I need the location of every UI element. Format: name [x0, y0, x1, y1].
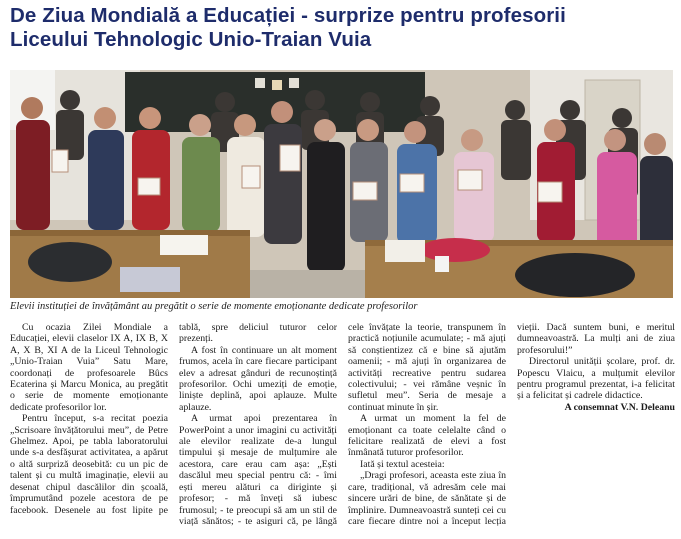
photo-caption: Elevii instituției de învățământ au pregătit o serie de momente emoționante dedicate profesorilor — [10, 301, 418, 312]
paragraph-director: Directorul unității școlare, prof. dr. Popescu Vlaicu, a mulțumit elevilor pentru programul prezentat, i-a felicitat și a felicitat și cadrele didactice. — [517, 356, 675, 402]
article-body — [10, 322, 675, 538]
paragraph-poem: Pentru început, s-a recitat poezia „Scrisoare învățătorului meu”, de Petre Ghelmez. Apoi, pe tabla laboratorului unde s-a desfășurat activitatea, a apărut o altă surpriză deosebită: cu un pic de talent și cu multă imaginație, elevii au desenat chipul dascălilor din școală, împrumutând pozele acestora de pe facebook. Desenele au fost lipite pe tablă, spre deliciul tuturor celor prezenți. — [10, 322, 337, 516]
paragraph-gratitude: A fost în continuare un alt moment frumos, acela în care fiecare participant elev a adresat gânduri de recunoștință profesorilor. Ochi umeziți de emoție, liniște deplină, apoi aplauze. Multe aplauze. — [179, 344, 337, 413]
paragraph-card-text: „Dragi profesori, aceasta este ziua în care, tradițional, vă adresăm cele mai sincere urări de bine, de sănătate și de împlinire. Dumneavoastră sunteți cei cu care fiecare dintre noi a început lecția vieții. Dacă suntem buni, e meritul dumneavoastră. La mulți ani de ziua profesorului!” — [348, 322, 675, 527]
paragraph-intro: Cu ocazia Zilei Mondiale a Educației, elevii claselor IX A, IX B, X A, X B, XI A de la Liceul Tehnologic „Unio-Traian Vuia” Satu Mare, coordonați de profesoarele Bûcs Ecaterina și Marcu Monica, au pregătit o serie de momente emoționante dedicate profesorilor lor. — [10, 322, 168, 413]
paragraph-powerpoint: A urmat apoi prezentarea în PowerPoint a unor imagini cu activități ale elevilor realizate de-a lungul timpului și mesaje de mulțumire ale acestora, care erau cam așa: „Ești dascălul meu special pentru că: - îmi ești mereu alături ca diriginte și profesor; - mă înveți să iubesc frumosul; - te preocupi să am un stil de viață sănătos; - te asiguri că, pe lângă cele învățate la teorie, transpunem în practică noțiunile acumulate; - mă ajuți să conștientizez că e bine să ajutăm oamenii; - mă ajuți în organizarea de activități recreative pentru sudarea colectivului; - vei rămâne veșnic în sufletul meu”. Seria de mesaje a continuat minute în șir. — [179, 322, 506, 527]
group-photo — [10, 70, 673, 298]
paragraph-card-intro: Iată și textul acesteia: — [360, 458, 445, 470]
article-headline — [10, 4, 675, 52]
author-signature: A consemnat V.N. Deleanu — [564, 401, 675, 413]
headline-line-2: Liceului Tehnologic Unio-Traian Vuia — [10, 28, 372, 51]
headline-line-1: De Ziua Mondială a Educației - surprize pentru profesorii — [10, 4, 566, 27]
paragraph-card: A urmat un moment la fel de emoționant ca toate celelalte când o felicitare realizată de elevi a fost înmânată tuturor profesorilor. — [348, 413, 506, 459]
